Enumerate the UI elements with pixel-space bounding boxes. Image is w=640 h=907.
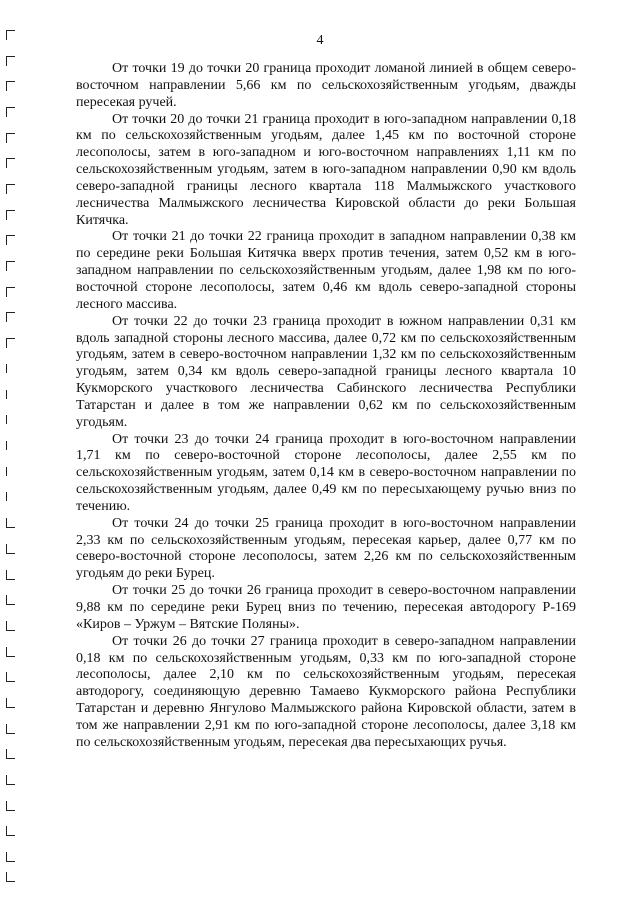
binding-mark [6, 872, 15, 882]
binding-mark [6, 133, 15, 143]
binding-mark [6, 672, 15, 682]
binding-mark [6, 826, 15, 836]
binding-mark [6, 312, 15, 322]
binding-mark [6, 595, 15, 605]
binding-mark [6, 287, 15, 297]
binding-mark [6, 235, 15, 245]
binding-mark [6, 647, 15, 657]
paragraph-21-22: От точки 21 до точки 22 граница проходит в западном направлении 0,38 км по середине реки Большая Китячка вверх против течения, затем 0,52 км в юго-западном направлении по сельскохозяйственным угодьям, далее 1,98 км по юго-восточной стороне лесополосы, затем 0,46 км вдоль северо-западной стороны лесного массива. [76, 229, 576, 312]
paragraph-22-23: От точки 22 до точки 23 граница проходит в южном направлении 0,31 км вдоль западной стороны лесного массива, далее 0,72 км по сельскохозяйственным угодьям, затем в северо-восточном направлении 1,32 км по сельскохозяйственным угодьям, затем 0,34 км вдоль северо-западной границы лесного квартала 10 Кукморского участкового лесничества Сабинского лесничества Республики Татарстан и далее в том же направлении 0,62 км по сельскохозяйственным угодьям. [76, 313, 576, 430]
binding-mark [6, 261, 15, 271]
binding-mark [6, 775, 15, 785]
binding-mark [6, 724, 15, 734]
binding-mark [6, 544, 15, 554]
paragraph-20-21: От точки 20 до точки 21 граница проходит в юго-западном направлении 0,18 км по сельскохозяйственным угодьям, далее 1,45 км по восточной стороне лесополосы, затем в юго-западном и юго-восточном направлениях 1,11 км по сельскохозяйственным угодьям, затем в юго-западном направлении 0,90 км вдоль северо-западной границы лесного квартала 118 Малмыжского участкового лесничества Малмыжского лесничества Кировской области до реки Большая Китячка. [76, 111, 576, 228]
binding-marks [6, 30, 26, 890]
binding-mark [6, 390, 15, 399]
binding-mark [6, 107, 15, 117]
binding-mark [6, 56, 15, 66]
binding-mark [6, 801, 15, 811]
binding-mark [6, 852, 15, 862]
binding-mark [6, 492, 15, 501]
binding-mark [6, 441, 15, 450]
binding-mark [6, 184, 15, 194]
document-body [76, 61, 576, 752]
paragraph-25-26: От точки 25 до точки 26 граница проходит в северо-восточном направлении 9,88 км по середине реки Бурец вниз по течению, пересекая автодорогу Р-169 «Киров – Уржум – Вятские Поляны». [76, 583, 576, 632]
paragraph-24-25: От точки 24 до точки 25 граница проходит в юго-восточном направлении 2,33 км по сельскохозяйственным угодьям, пересекая карьер, далее 0,77 км по северо-восточной стороне лесополосы, затем 2,26 км по сельскохозяйственным угодьям до реки Бурец. [76, 515, 576, 582]
paragraph-23-24: От точки 23 до точки 24 граница проходит в юго-восточном направлении 1,71 км по северо-восточной стороне лесополосы, далее 2,55 км по сельскохозяйственным угодьям, затем 0,14 км в северо-восточном направлении по сельскохозяйственным угодьям, далее 0,49 км по пересыхающему ручью вниз по течению. [76, 431, 576, 514]
paragraph-19-20: От точки 19 до точки 20 граница проходит ломаной линией в общем северо-восточном направлении 5,66 км по сельскохозяйственным угодьям, дважды пересекая ручей. [76, 61, 576, 110]
binding-mark [6, 338, 15, 348]
binding-mark [6, 749, 15, 759]
binding-mark [6, 570, 15, 580]
binding-mark [6, 621, 15, 631]
binding-mark [6, 698, 15, 708]
binding-mark [6, 364, 15, 373]
page-number: 4 [316, 33, 324, 48]
binding-mark [6, 210, 15, 220]
paragraph-26-27: От точки 26 до точки 27 граница проходит в северо-западном направлении 0,18 км по сельскохозяйственным угодьям, 0,33 км по юго-западной стороне лесополосы, далее 2,10 км по сельскохозяйственным угодьям, пересекая автодорогу, соединяющую деревню Тамаево Кукморского района Республики Татарстан и деревню Янгулово Малмыжского района Кировской области, затем в том же направлении 2,91 км по юго-западной стороне лесополосы, далее 3,18 км по сельскохозяйственным угодьям, пересекая два пересыхающих ручья. [76, 633, 576, 750]
binding-mark [6, 81, 15, 91]
binding-mark [6, 467, 15, 476]
binding-mark [6, 158, 15, 168]
binding-mark [6, 518, 15, 528]
binding-mark [6, 415, 15, 424]
